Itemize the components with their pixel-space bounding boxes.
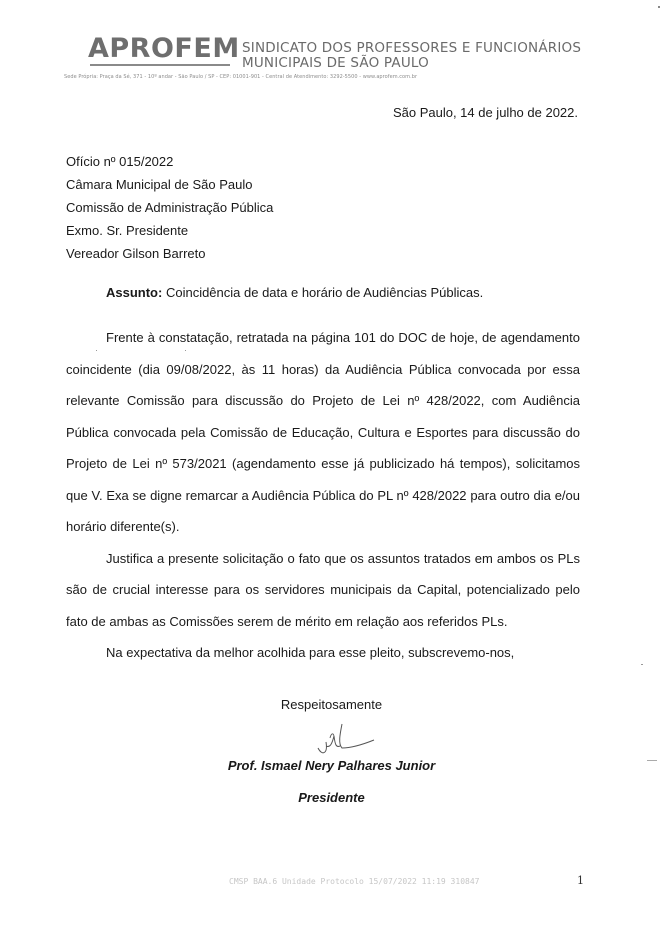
body-paragraph-3: Na expectativa da melhor acolhida para esse pleito, subscrevemo-nos, (106, 645, 515, 660)
signer-role: Presidente (298, 790, 365, 805)
office-number: Ofício nº 015/2022 (66, 154, 174, 169)
body-paragraph-2: Justifica a presente solicitação o fato que os assuntos tratados em ambos os PLs são de crucial interesse para os servidores municipais da Capital, potencializado pelo fato de ambas as Comissões serem de mérito em relação aos referidos PLs. (66, 550, 580, 629)
signer-name: Prof. Ismael Nery Palhares Junior (227, 758, 436, 773)
subject-text: Coincidência de data e horário de Audiências Públicas. (162, 285, 484, 300)
union-name-line-1: SINDICATO DOS PROFESSORES E FUNCIONÁRIOS (242, 40, 582, 56)
recipient-salutation: Exmo. Sr. Presidente (66, 223, 189, 238)
page-number: 1 (577, 874, 584, 887)
recipient-institution: Câmara Municipal de São Paulo (66, 177, 253, 192)
letter-date: São Paulo, 14 de julho de 2022. (392, 105, 578, 120)
recipient-commission: Comissão de Administração Pública (66, 200, 274, 215)
union-name-line-2: MUNICIPAIS DE SÃO PAULO (242, 55, 429, 71)
recipient-name: Vereador Gilson Barreto (66, 246, 206, 261)
aprofem-logo: APROFEM (88, 33, 240, 64)
body-paragraph-1: Frente à constatação, retratada na página 101 do DOC de hoje, de agendamento coincidente (dia 09/08/2022, às 11 horas) da Audiência Pública convocada por essa relevante Comissão para discussão do Projeto de Lei nº 428/2022, com Audiência Pública convocada pela Comissão de Educação, Cultura e Esportes para discussão do Projeto de Lei nº 573/2021 (agendamento esse já publicizado há tempos), solicitamos que V. Exa se digne remarcar a Audiência Pública do PL nº 428/2022 para outro dia e/ou horário diferente(s). (66, 330, 580, 534)
letterhead-address: Sede Própria: Praça da Sé, 371 - 10º andar - São Paulo / SP - CEP: 01001-901 - Central de Atendimento: 3292-5500 - www.aprofem.com.br (64, 74, 418, 80)
protocol-stamp: CMSP BAA.6 Unidade Protocolo 15/07/2022 11:19 310847 (229, 877, 480, 886)
subject-label: Assunto: (106, 285, 163, 300)
closing-text: Respeitosamente (280, 697, 383, 712)
